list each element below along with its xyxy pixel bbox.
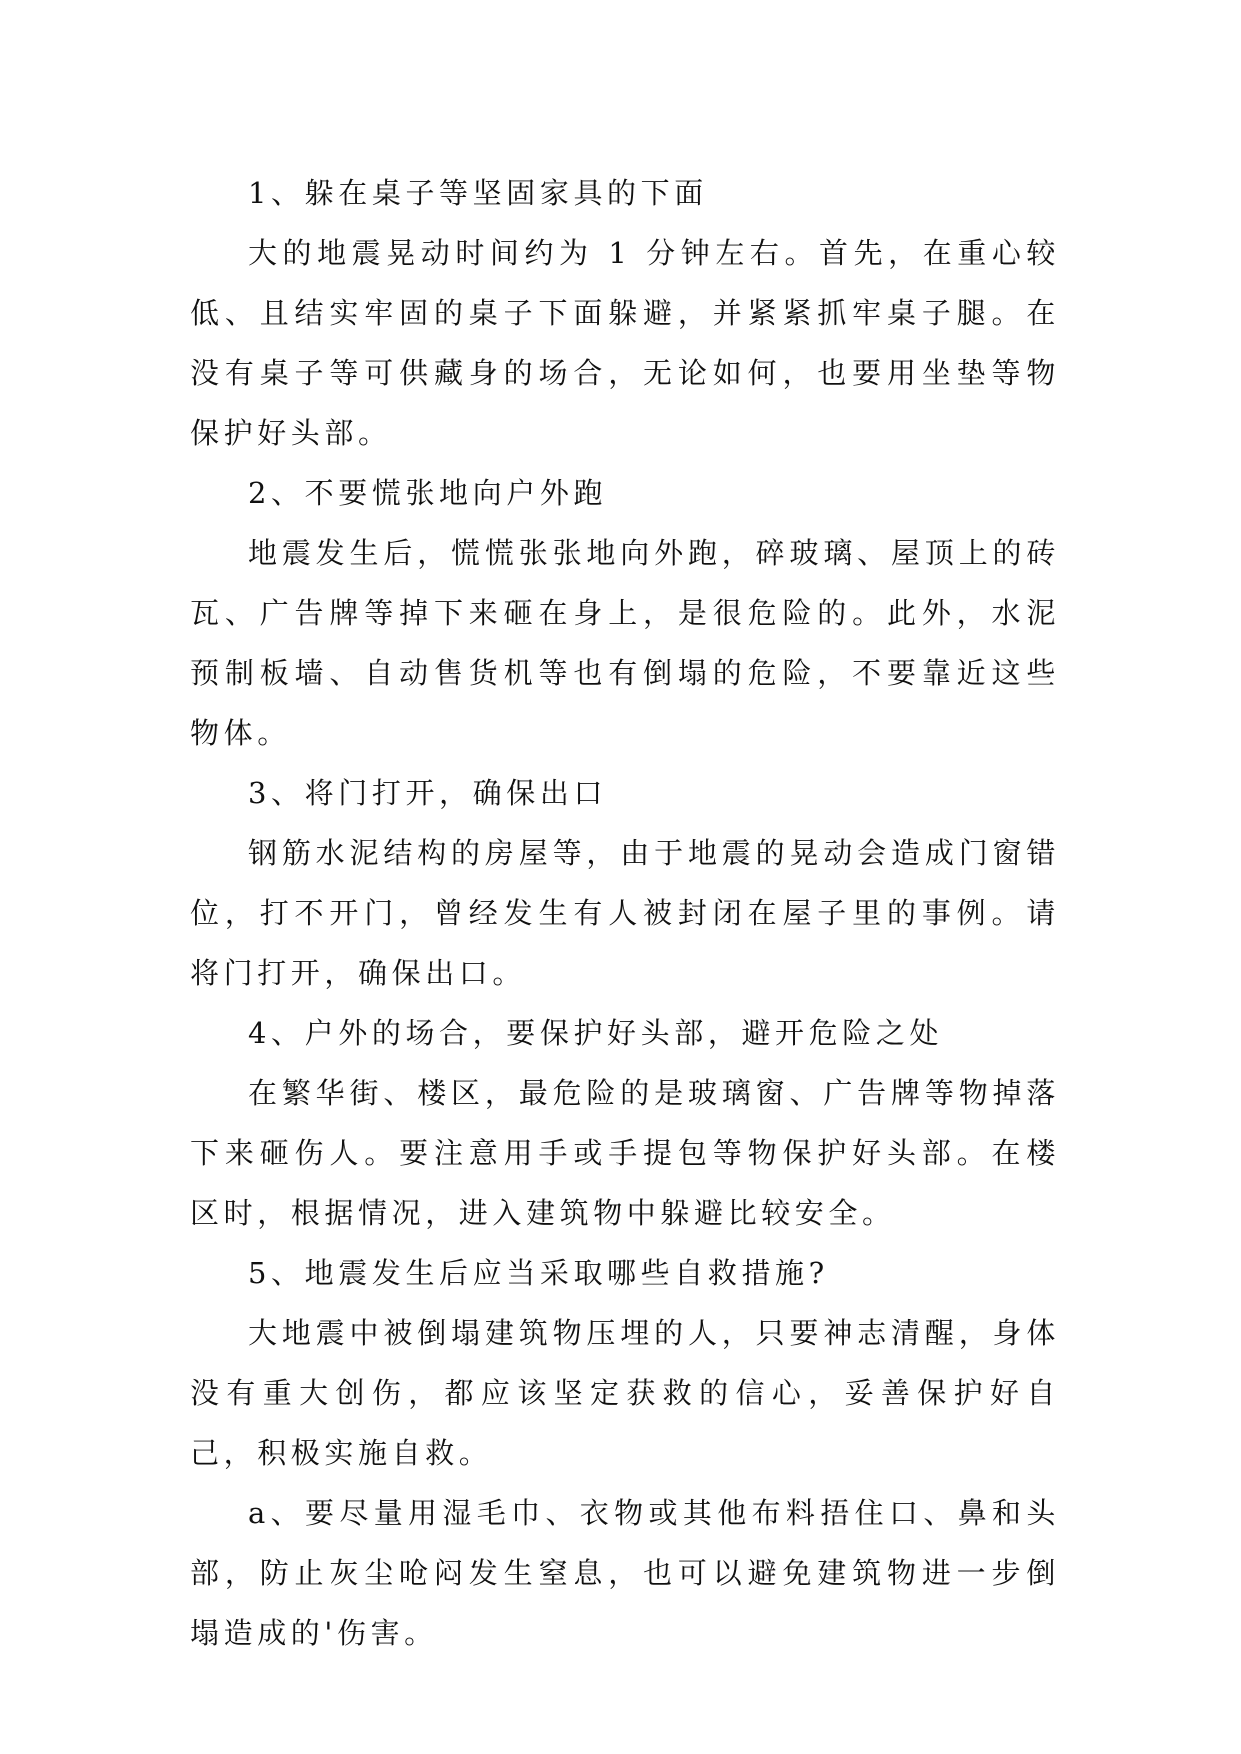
section-heading-4: 4、户外的场合，要保护好头部，避开危险之处 (248, 1016, 944, 1050)
section-body-5: 大地震中被倒塌建筑物压埋的人，只要神志清醒，身体没有重大创伤，都应该坚定获救的信心，妥善保护好自己，积极实施自救。 (190, 1316, 1060, 1470)
section-heading-3: 3、将门打开，确保出口 (248, 776, 608, 810)
section-body-4: 在繁华街、楼区，最危险的是玻璃窗、广告牌等物掉落下来砸伤人。要注意用手或手提包等物保护好头部。在楼区时，根据情况，进入建筑物中躲避比较安全。 (190, 1076, 1060, 1230)
section-heading-2: 2、不要慌张地向户外跑 (248, 476, 608, 510)
section-body-5a: a、要尽量用湿毛巾、衣物或其他布料捂住口、鼻和头部，防止灰尘呛闷发生窒息，也可以避免建筑物进一步倒塌造成的'伤害。 (190, 1496, 1060, 1650)
section-body-2: 地震发生后，慌慌张张地向外跑，碎玻璃、屋顶上的砖瓦、广告牌等掉下来砸在身上，是很危险的。此外，水泥预制板墙、自动售货机等也有倒塌的危险，不要靠近这些物体。 (190, 536, 1060, 750)
section-heading-5: 5、地震发生后应当采取哪些自救措施? (248, 1256, 829, 1290)
section-body-1: 大的地震晃动时间约为 1 分钟左右。首先，在重心较低、且结实牢固的桌子下面躲避，并紧紧抓牢桌子腿。在没有桌子等可供藏身的场合，无论如何，也要用坐垫等物保护好头部。 (190, 236, 1060, 450)
section-body-3: 钢筋水泥结构的房屋等，由于地震的晃动会造成门窗错位，打不开门，曾经发生有人被封闭在屋子里的事例。请将门打开，确保出口。 (190, 836, 1060, 990)
section-heading-1: 1、躲在桌子等坚固家具的下面 (248, 176, 708, 210)
document-body (190, 163, 1060, 1663)
